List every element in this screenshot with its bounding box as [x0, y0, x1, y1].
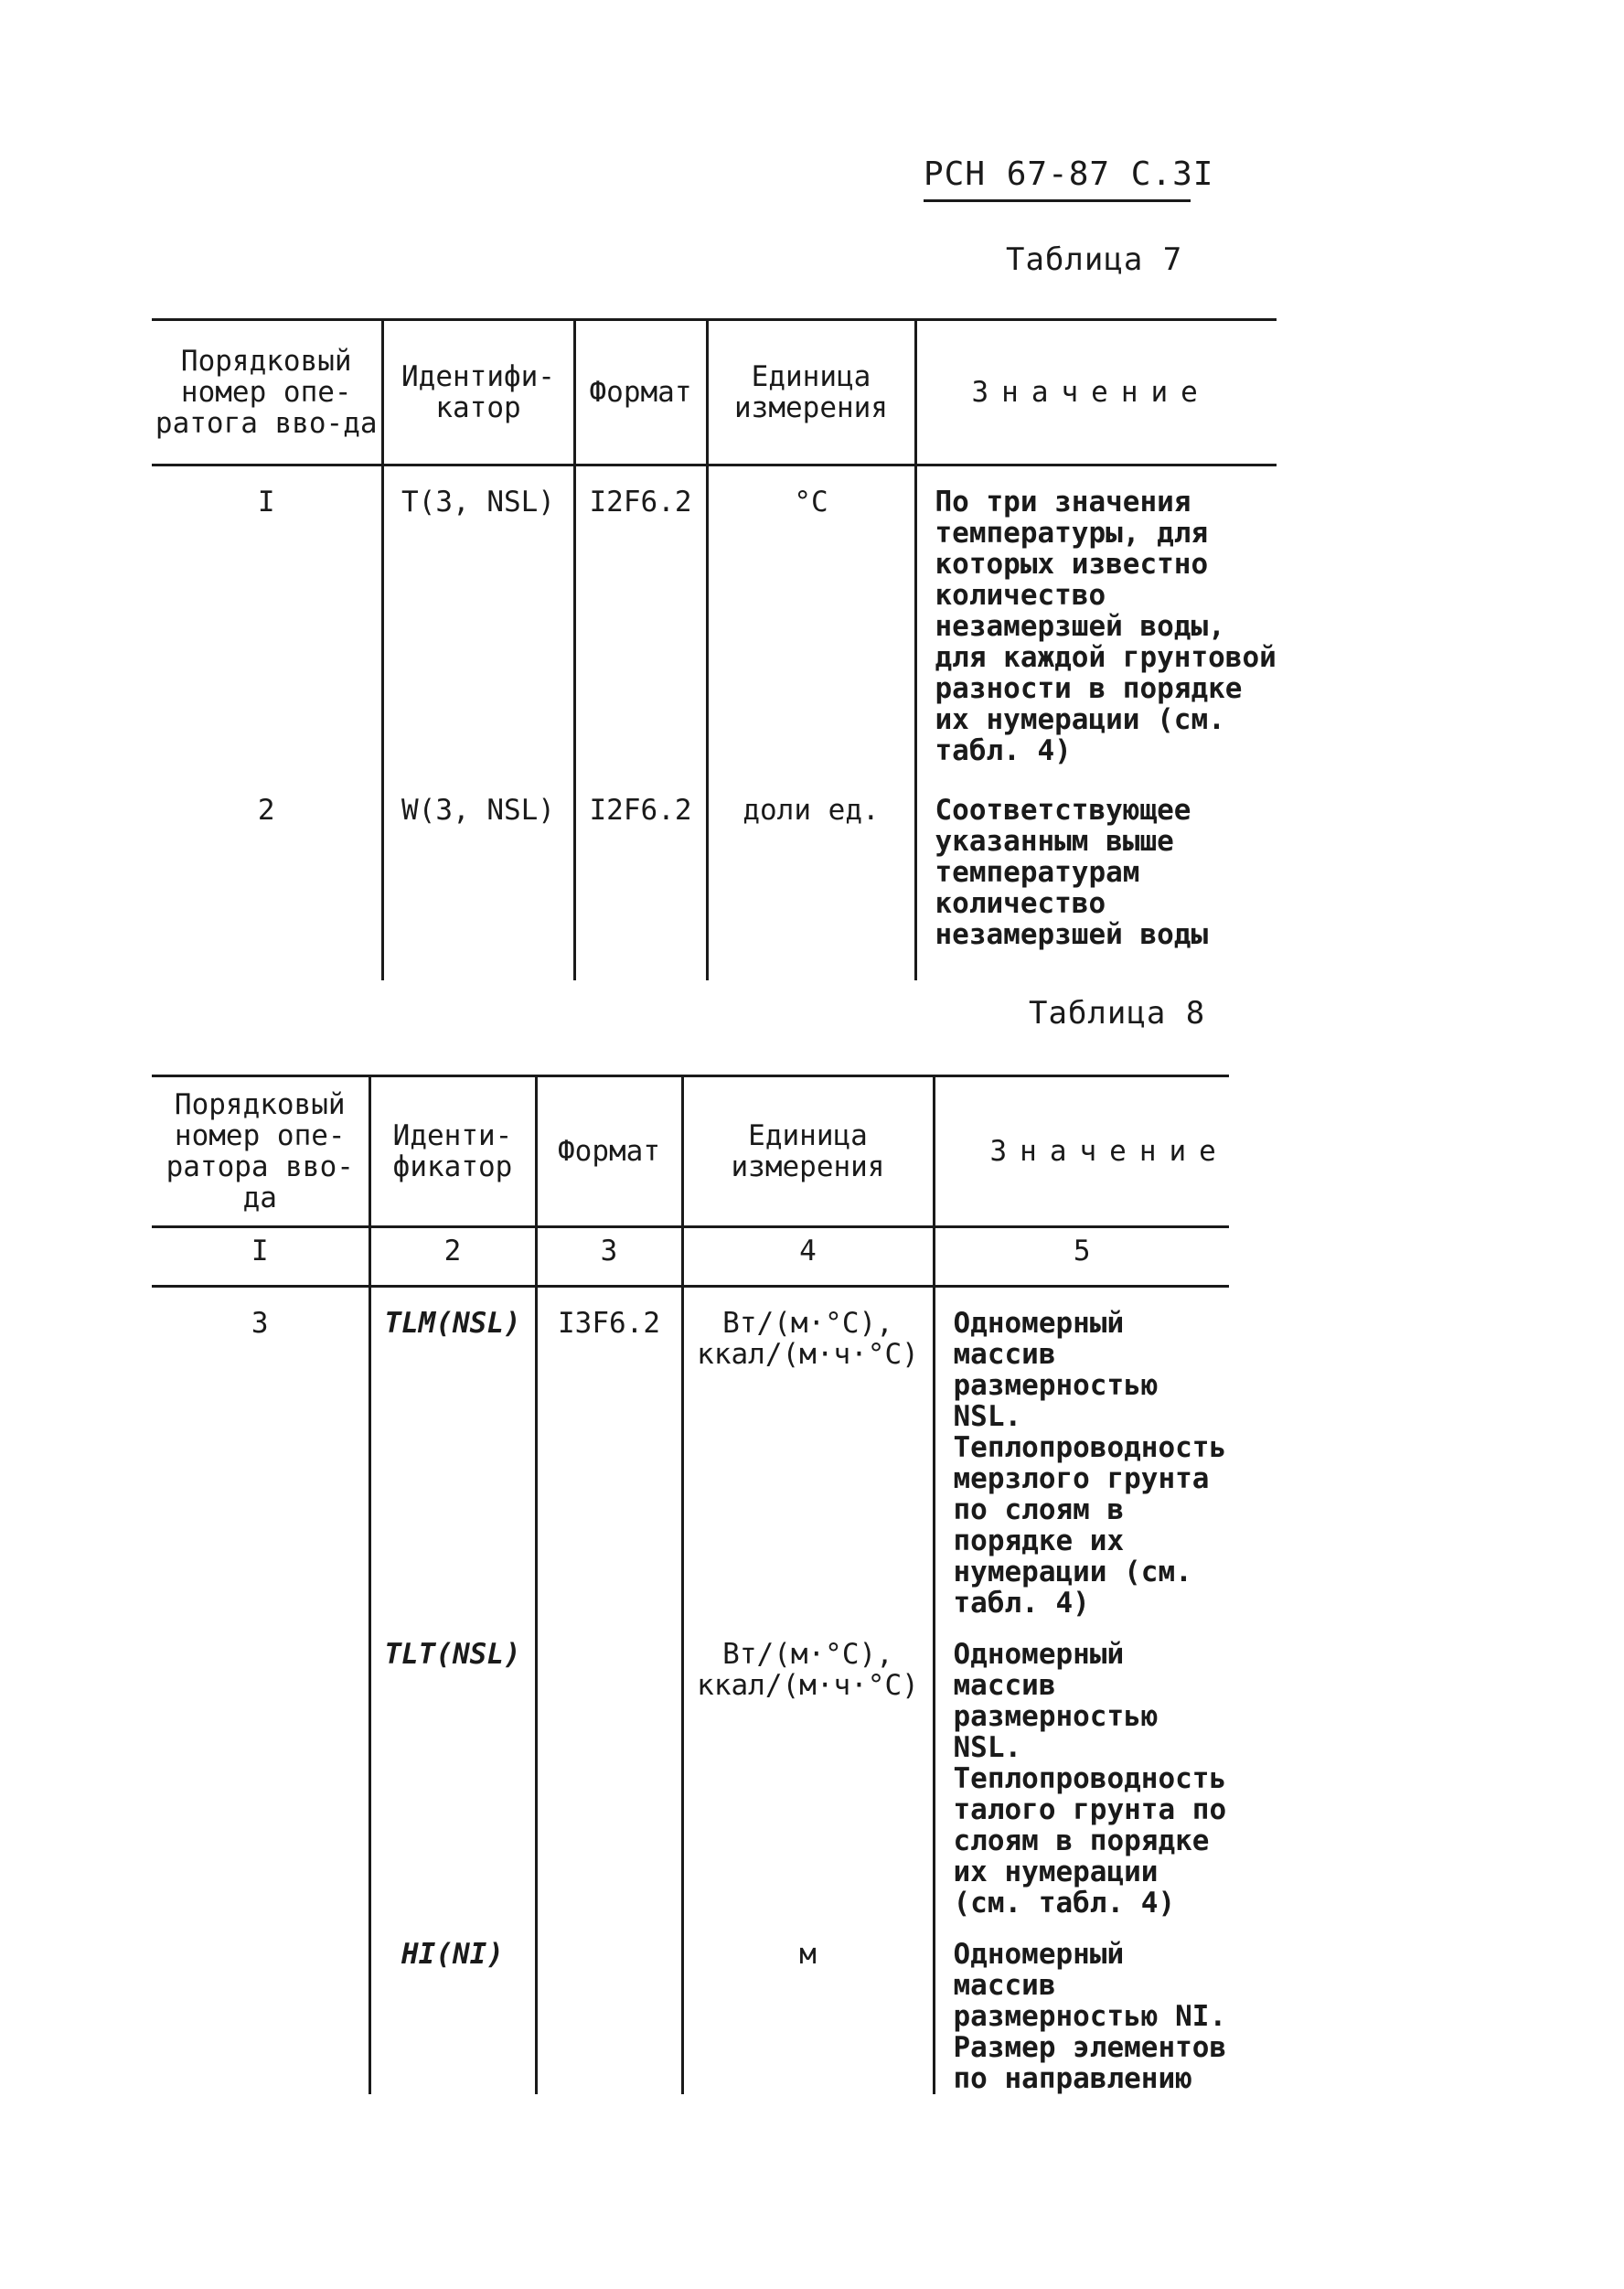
col-number: I: [152, 1227, 369, 1287]
cell-unit: Вт/(м·°C), ккал/(м·ч·°C): [682, 1287, 934, 1620]
document-id-underline: [924, 199, 1191, 202]
cell-format: I2F6.2: [574, 775, 707, 980]
cell-num: 2: [257, 793, 275, 827]
cell-id: HI(NI): [369, 1919, 536, 2094]
cell-num: I: [257, 486, 275, 519]
table7-header-id: Идентифи-катор: [382, 320, 574, 465]
table7-header-num: Порядковый номер опе-ратога вво-да: [152, 320, 382, 465]
table8-header-num: Порядковый номер опе-ратора вво-да: [152, 1076, 369, 1227]
cell-format: I3F6.2: [536, 1287, 682, 1620]
table8: [152, 1075, 1229, 2094]
table-row: [152, 1919, 1229, 2094]
cell-unit: °C: [707, 465, 915, 775]
table7-header-value: Значение: [915, 320, 1277, 465]
table7-header-unit: Единица измерения: [707, 320, 915, 465]
table7-header-format: Формат: [574, 320, 707, 465]
document-id: РСН 67-87 С.3I: [924, 155, 1214, 193]
table8-caption: Таблица 8: [1029, 995, 1206, 1032]
cell-id: T(3, NSL): [382, 465, 574, 775]
table8-header-value: Значение: [934, 1076, 1229, 1227]
cell-num: [152, 1619, 369, 1919]
cell-format: I2F6.2: [574, 465, 707, 775]
table8-column-numbers: [152, 1227, 1229, 1287]
table-row: [152, 775, 1277, 980]
table8-header-unit: Единица измерения: [682, 1076, 934, 1227]
cell-unit: Вт/(м·°C), ккал/(м·ч·°C): [682, 1619, 934, 1919]
table7: [152, 318, 1277, 980]
table-row: [152, 1287, 1229, 1620]
cell-value: Одномерный массив размерностью NI. Размер элементов по направлению: [934, 1919, 1229, 2094]
cell-format: [536, 1619, 682, 1919]
col-number: 5: [934, 1227, 1229, 1287]
cell-value: Соответствующее указанным выше температурам количество незамерзшей воды: [915, 775, 1277, 980]
table7-caption: Таблица 7: [1006, 241, 1183, 278]
col-number: 3: [536, 1227, 682, 1287]
cell-id: W(3, NSL): [382, 775, 574, 980]
cell-id: TLM(NSL): [369, 1287, 536, 1620]
cell-unit: доли ед.: [707, 775, 915, 980]
cell-num: [152, 1919, 369, 2094]
col-number: 4: [682, 1227, 934, 1287]
table8-header-id: Иденти-фикатор: [369, 1076, 536, 1227]
cell-num: 3: [251, 1307, 269, 1340]
cell-id: TLT(NSL): [369, 1619, 536, 1919]
cell-value: Одномерный массив размерностью NSL. Теплопроводность талого грунта по слоям в порядке их нумерации (см. табл. 4): [934, 1619, 1229, 1919]
col-number: 2: [369, 1227, 536, 1287]
cell-value: По три значения температуры, для которых известно количество незамерзшей воды, для каждой грунтовой разности в порядке их нумерации (см. табл. 4): [915, 465, 1277, 775]
cell-format: [536, 1919, 682, 2094]
table-row: [152, 465, 1277, 775]
table-row: [152, 1619, 1229, 1919]
cell-unit: м: [682, 1919, 934, 2094]
table8-header-format: Формат: [536, 1076, 682, 1227]
cell-value: Одномерный массив размерностью NSL. Теплопроводность мерзлого грунта по слоям в порядке их нумерации (см. табл. 4): [934, 1287, 1229, 1620]
